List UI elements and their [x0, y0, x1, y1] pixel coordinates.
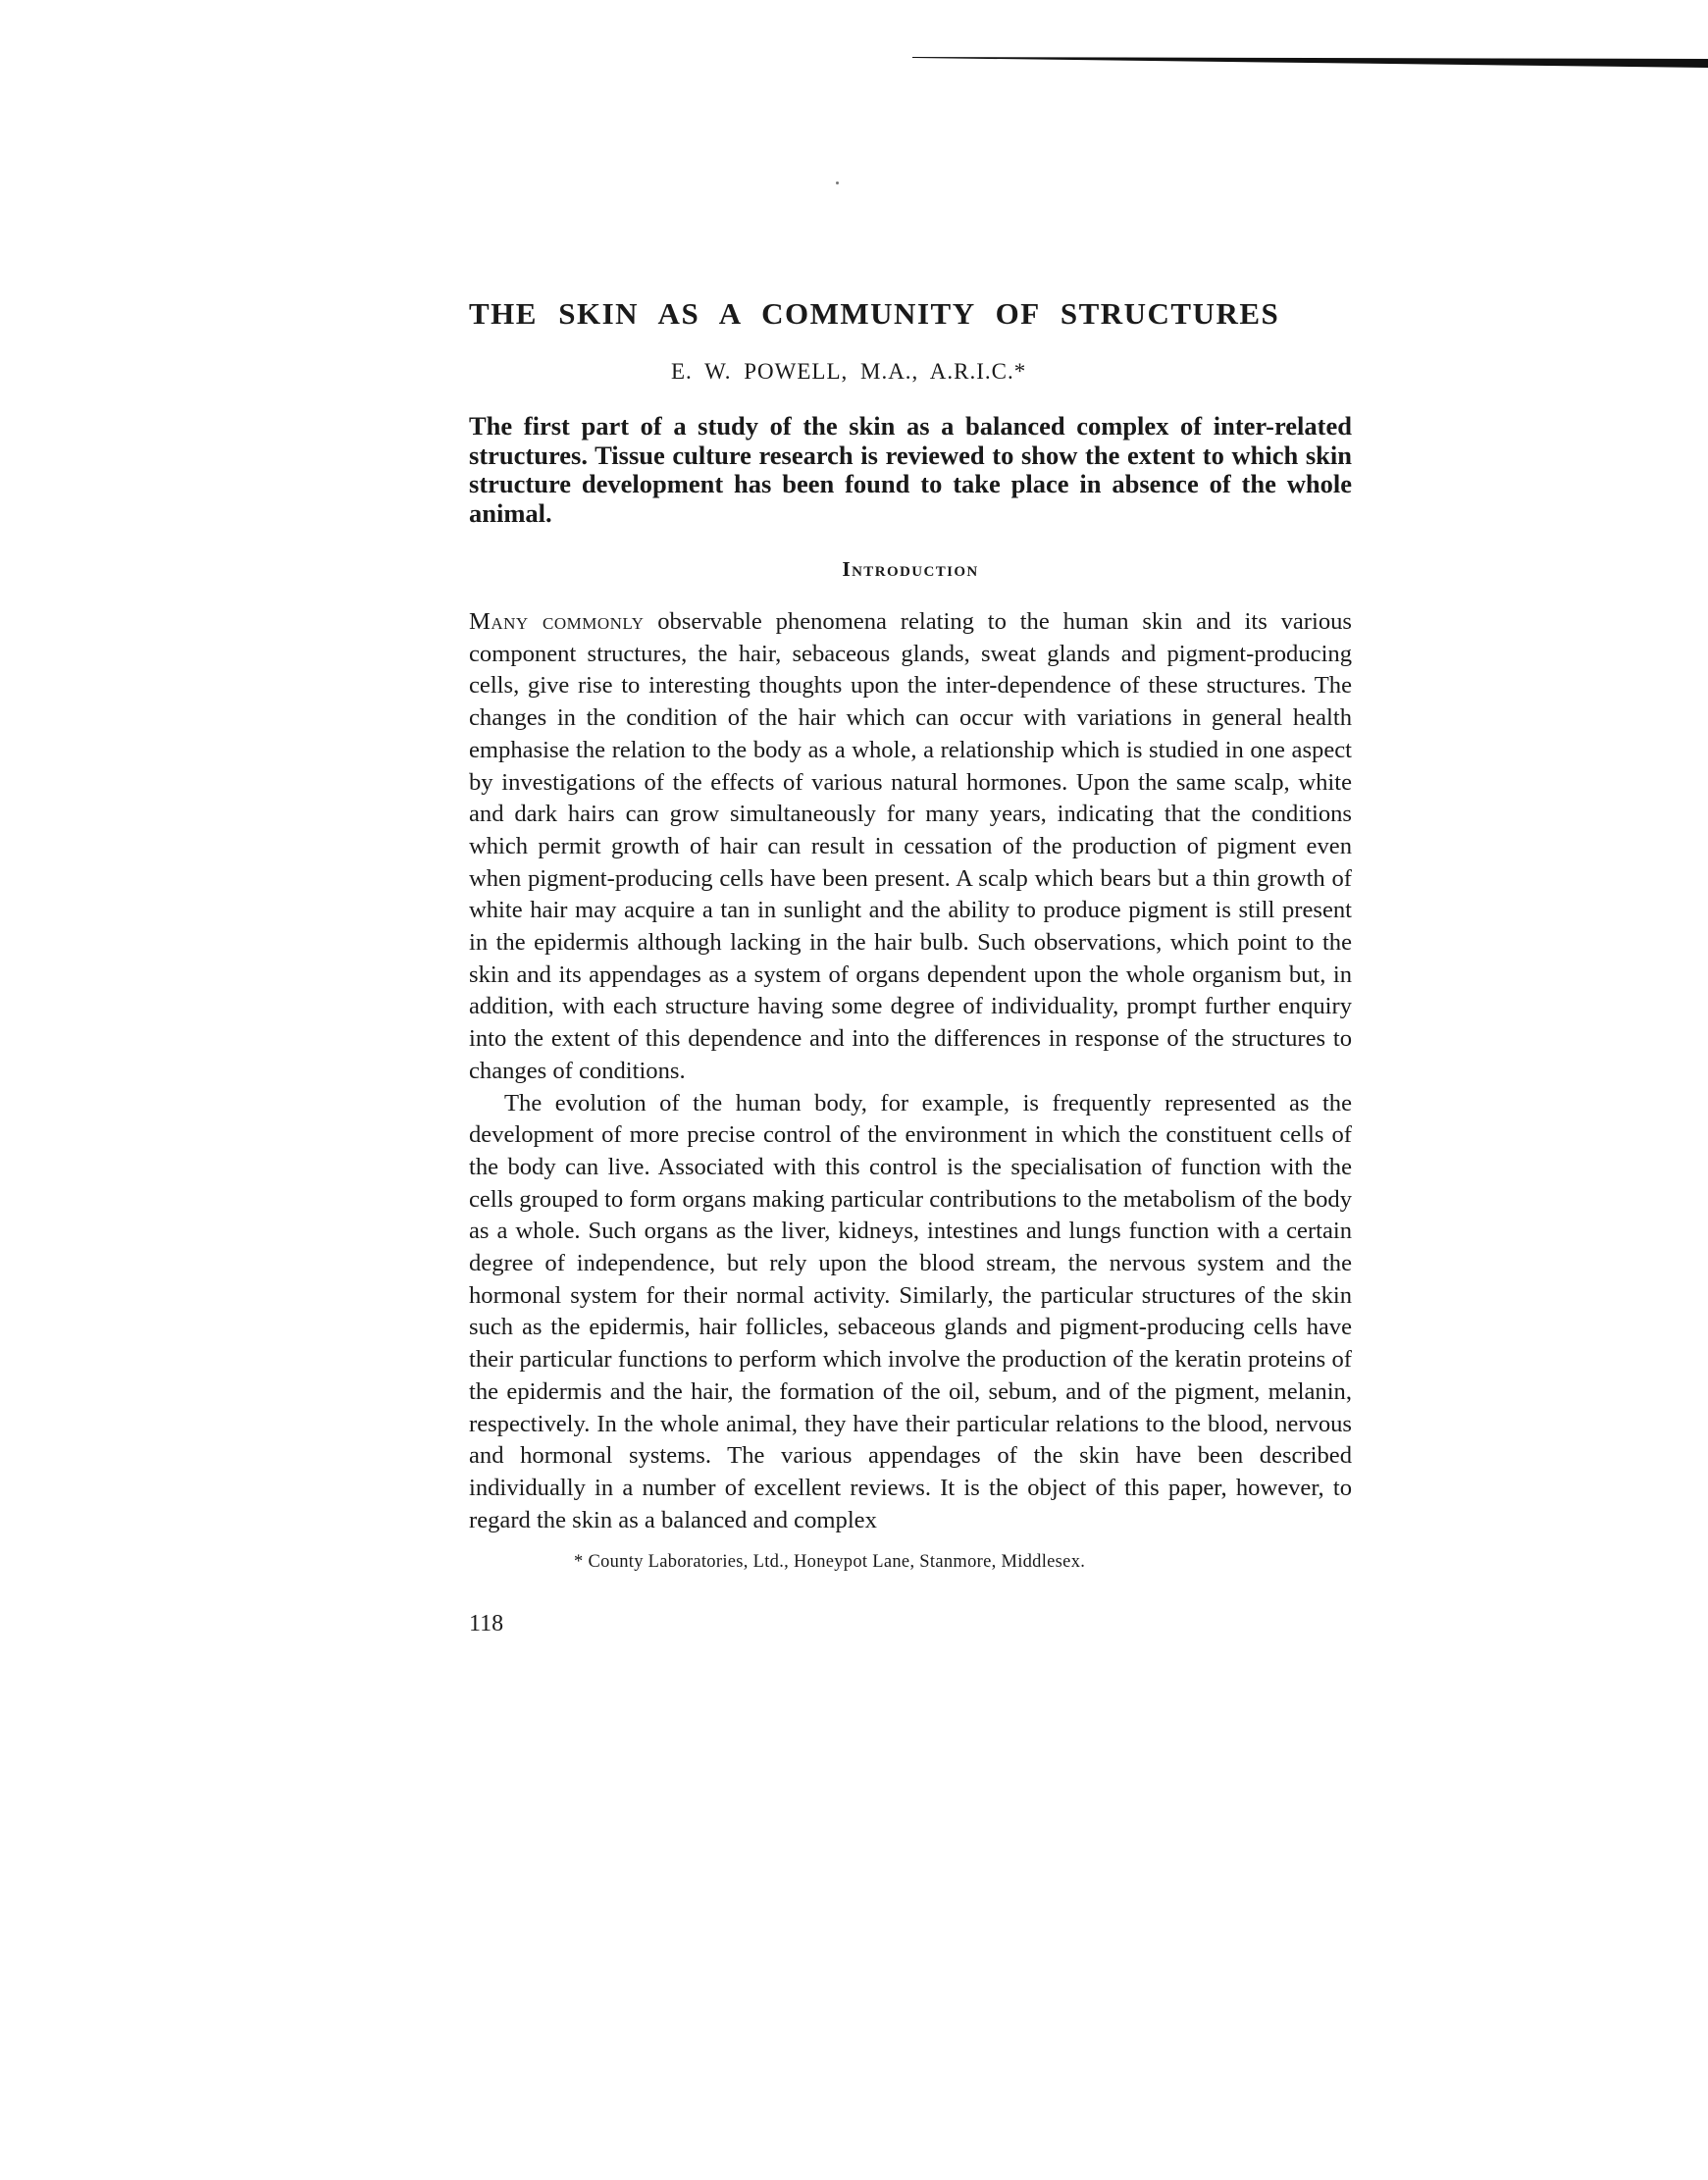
scan-speck — [836, 182, 839, 184]
header-rule — [912, 54, 1708, 68]
page-number: 118 — [469, 1611, 504, 1637]
paragraph-2: The evolution of the human body, for example, is frequently represented as the development of more precise control of the environment in which the constituent cells of the body can live. Associated with this control is the specialisation of function with the cells grouped to form organs making particular contributions to the metabolism of the body as a whole. Such organs as the liver, kidneys, intestines and lungs function with a certain degree of independence, but rely upon the blood stream, the nervous system and the hormonal system for their normal activity. Similarly, the particular structures of the skin such as the epidermis, hair follicles, sebaceous glands and pigment-producing cells have their particular functions to perform which involve the production of the keratin proteins of the epidermis and the hair, the formation of the oil, sebum, and of the pigment, melanin, respectively. In the whole animal, they have their particular relations to the blood, nervous and hormonal systems. The various appendages of the skin have been described individually in a number of excellent reviews. It is the object of this paper, however, to regard the skin as a balanced and complex — [469, 1089, 1352, 1533]
paragraph-1 — [469, 606, 1352, 1088]
abstract: The first part of a study of the skin as a balanced complex of inter-related structures. Tissue culture research is reviewed to show the extent to which skin structure development has been found to take place in absence of the whole animal. — [469, 411, 1352, 528]
author-line: E. W. POWELL, M.A., A.R.I.C.* — [671, 359, 1027, 384]
article-title: THE SKIN AS A COMMUNITY OF STRUCTURES — [469, 296, 1280, 331]
footnote: * County Laboratories, Ltd., Honeypot Lane, Stanmore, Middlesex. — [574, 1552, 1086, 1573]
paragraph-1-text: observable phenomena relating to the human skin and its various component structures, the hair, sebaceous glands, sweat glands and pigment-producing cells, give rise to interesting thoughts upon the inter-dependence of these structures. The changes in the condition of the hair which can occur with variations in general health emphasise the relation to the body as a whole, a relationship which is studied in one aspect by investigations of the effects of various natural hormones. Upon the same scalp, white and dark hairs can grow simultaneously for many years, indicating that the conditions which permit growth of hair can result in cessation of the production of pigment even when pigment-producing cells have been present. A scalp which bears but a thin growth of white hair may acquire a tan in sunlight and the ability to produce pigment is still present in the epidermis although lacking in the hair bulb. Such observations, which point to the skin and its appendages as a system of organs dependent upon the whole organism but, in addition, with each structure having some degree of individuality, prompt further enquiry into the extent of this dependence and into the differences in response of the structures to changes of conditions. — [469, 608, 1352, 1084]
section-heading: Introduction — [842, 557, 979, 581]
article-page — [469, 294, 1352, 1638]
paragraph-1-lead: Many commonly — [469, 608, 645, 635]
